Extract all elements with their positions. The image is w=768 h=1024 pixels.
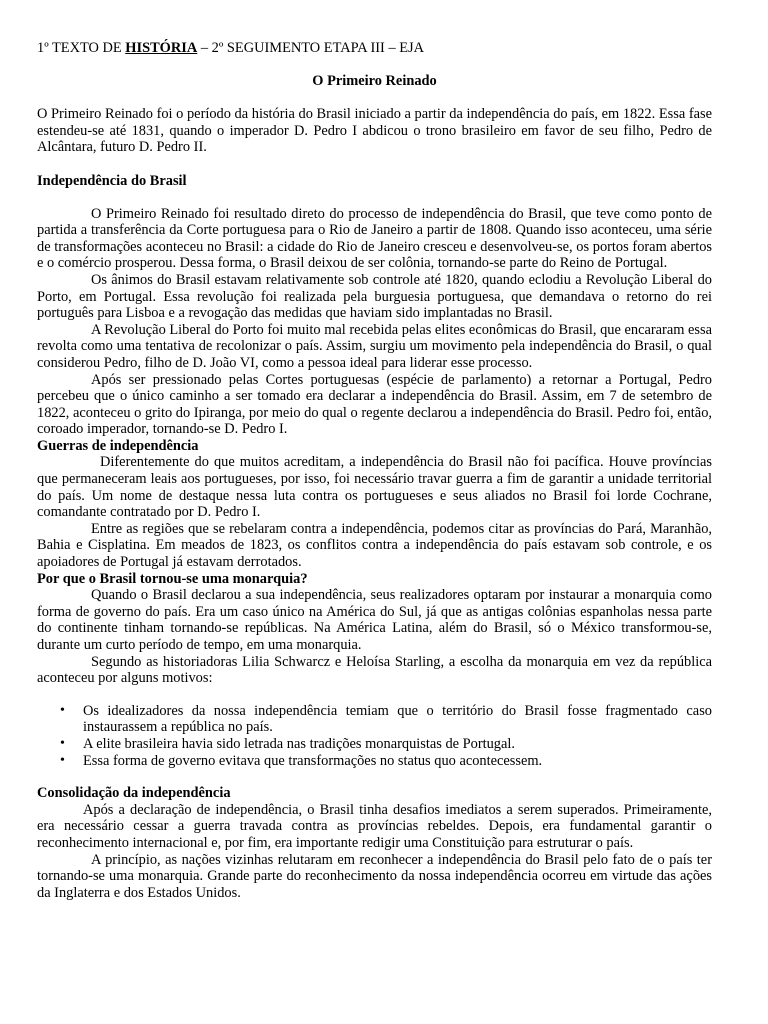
- header-prefix: 1º TEXTO DE: [37, 40, 126, 56]
- list-item-text: A elite brasileira havia sido letrada nas tradições monarquistas de Portugal.: [83, 735, 515, 752]
- paragraph: Entre as regiões que se rebelaram contra a independência, podemos citar as províncias do Pará, Maranhão, Bahia e Cisplatina. Em meados de 1823, os conflitos contra a independência do país estavam sob controle, e os apoiadores de Portugal já estavam derrotados.: [37, 520, 712, 571]
- list-item-text: Essa forma de governo evitava que transformações no status quo acontecessem.: [83, 752, 543, 769]
- paragraph: Os ânimos do Brasil estavam relativamente sob controle até 1820, quando eclodiu a Revolução Liberal do Porto, em Portugal. Essa revolução foi realizada pela burguesia portuguesa, que demandava o retorno do rei português para Lisboa e a revogação das medidas que haviam sido implantadas no Brasil.: [37, 271, 712, 322]
- header-suffix: – 2º SEGUIMENTO ETAPA III – EJA: [197, 40, 425, 56]
- header-subject: HISTÓRIA: [125, 40, 198, 56]
- reasons-list: [37, 703, 712, 769]
- document-title: O Primeiro Reinado: [312, 72, 437, 89]
- document-page: [37, 40, 712, 901]
- section-heading-monarchy: Por que o Brasil tornou-se uma monarquia?: [37, 570, 308, 587]
- paragraph: O Primeiro Reinado foi resultado direto do processo de independência do Brasil, que teve como ponto de partida a transferência da Corte portuguesa para o Rio de Janeiro a partir de 1808. Quando isso aconteceu, uma série de transformações aconteceu no Brasil: a cidade do Rio de Janeiro cresceu e desenvolveu-se, os portos foram abertos e o comércio prosperou. Dessa forma, o Brasil deixou de ser colônia, tornando-se parte do Reino de Portugal.: [37, 205, 712, 272]
- paragraph: Após a declaração de independência, o Brasil tinha desafios imediatos a serem superados. Primeiramente, era necessário cessar a guerra travada contra as províncias rebeldes. Depois, era fundamental garantir o reconhecimento internacional e, por fim, era importante redigir uma Constituição para estruturar o país.: [37, 801, 712, 851]
- paragraph: A Revolução Liberal do Porto foi muito mal recebida pelas elites econômicas do Brasil, que encararam essa revolta como uma tentativa de recolonizar o país. Assim, surgiu um movimento pela independência do Brasil, o qual considerou Pedro, filho de D. João VI, como a pessoa ideal para liderar esse processo.: [37, 321, 712, 371]
- bullet-icon: •: [60, 752, 65, 768]
- section-heading-consolidation: Consolidação da independência: [37, 785, 231, 802]
- paragraph: Diferentemente do que muitos acreditam, a independência do Brasil não foi pacífica. Houve províncias que permaneceram leais aos portugueses, por isso, foi necessário travar guerra a fim de garantir a unidade territorial do país. Um nome de destaque nessa luta contra os portugueses e seus aliados no Brasil foi lorde Cochrane, comandante contratado por D. Pedro I.: [37, 454, 712, 521]
- list-item: [60, 752, 712, 770]
- list-item-text: Os idealizadores da nossa independência temiam que o território do Brasil fosse fragmentado caso instaurassem a república no país.: [83, 702, 712, 736]
- paragraph: Segundo as historiadoras Lilia Schwarcz e Heloísa Starling, a escolha da monarquia em vez da república aconteceu por alguns motivos:: [37, 653, 712, 687]
- bullet-icon: •: [60, 735, 65, 751]
- section-heading-independence: Independência do Brasil: [37, 172, 187, 189]
- paragraph: A princípio, as nações vizinhas relutaram em reconhecer a independência do Brasil pelo fato de o país ter tornando-se uma monarquia. Grande parte do reconhecimento da nossa independência ocorreu em virtude das ações da Inglaterra e dos Estados Unidos.: [37, 851, 712, 901]
- paragraph: Quando o Brasil declarou a sua independência, seus realizadores optaram por instaurar a monarquia como forma de governo do país. Era um caso único na América do Sul, já que as antigas colônias espanholas nessa parte do continente tinham tornando-se repúblicas. Na América Latina, além do Brasil, só o México transformou-se, durante um curto período de tempo, em uma monarquia.: [37, 587, 712, 653]
- bullet-icon: •: [60, 702, 65, 718]
- intro-paragraph: O Primeiro Reinado foi o período da história do Brasil iniciado a partir da independência do país, em 1822. Essa fase estendeu-se até 1831, quando o imperador D. Pedro I abdicou o trono brasileiro em favor de seu filho, Pedro de Alcântara, futuro D. Pedro II.: [37, 106, 712, 156]
- paragraph: Após ser pressionado pelas Cortes portuguesas (espécie de parlamento) a retornar a Portugal, Pedro percebeu que o único caminho a ser tomado era declarar a independência do Brasil. Assim, em 7 de setembro de 1822, aconteceu o grito do Ipiranga, por meio do qual o regente declarou a independência do Brasil. Pedro foi, então, coroado imperador, tornando-se D. Pedro I.: [37, 371, 712, 438]
- list-item: [60, 735, 712, 753]
- list-item: [60, 702, 712, 736]
- document-header: [37, 40, 712, 57]
- section-heading-wars: Guerras de independência: [37, 437, 199, 454]
